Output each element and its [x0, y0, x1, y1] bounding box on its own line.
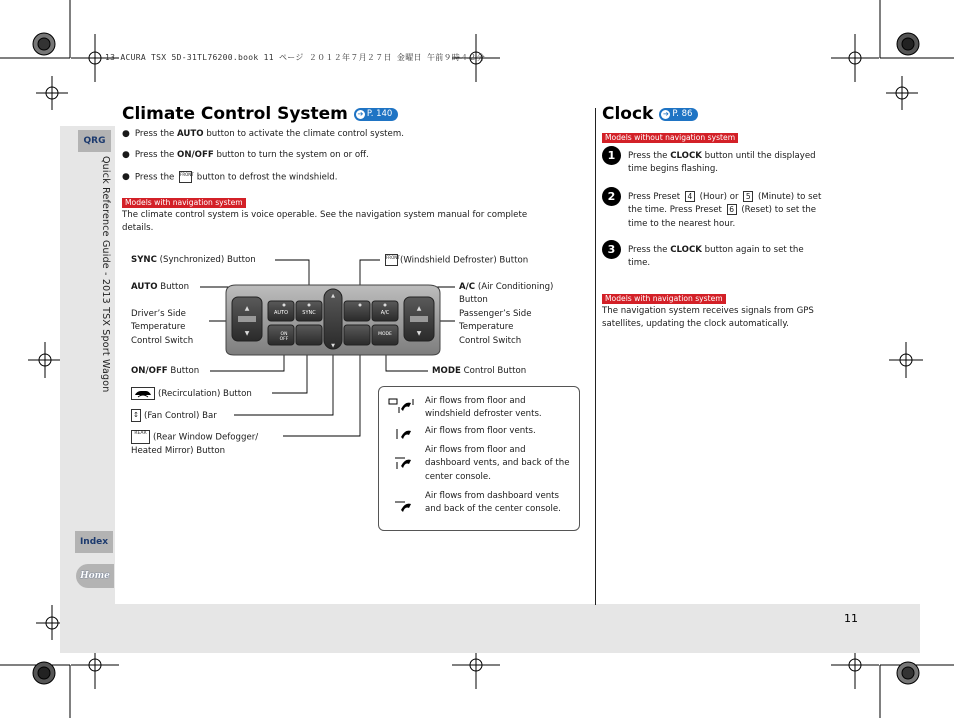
- ac-label: A/C (Air Conditioning) Button: [459, 282, 554, 306]
- qrg-tab[interactable]: QRG: [78, 130, 111, 152]
- preset-6-key: 6: [727, 204, 737, 215]
- svg-text:▼: ▼: [416, 330, 422, 337]
- rear-defogger-icon: REAR: [131, 430, 150, 444]
- nav-model-tag: Models with navigation system: [122, 198, 246, 208]
- rear-defogger-label: REAR (Rear Window Defogger/ Heated Mirror) Button: [131, 431, 259, 456]
- no-nav-model-tag: Models without navigation system: [602, 133, 738, 143]
- airflow-mode-text: Air flows from floor vents.: [425, 426, 536, 436]
- preset-5-key: 5: [743, 191, 753, 202]
- svg-text:MODE: MODE: [378, 332, 392, 337]
- dash-icon: [379, 490, 425, 517]
- floor-defrost-icon: [379, 395, 425, 422]
- svg-text:▲: ▲: [416, 305, 422, 312]
- airflow-mode-row: [379, 490, 579, 517]
- front-defroster-icon: FRONT: [385, 254, 398, 266]
- home-tab[interactable]: Home: [76, 564, 114, 588]
- clock-title-text: Clock: [602, 104, 654, 124]
- climate-ref-text: P. 140: [366, 109, 393, 119]
- airflow-mode-row: [379, 425, 579, 441]
- step-2-number: 2: [602, 187, 621, 206]
- climate-title-text: Climate Control System: [122, 104, 348, 124]
- step-3-text: Press the CLOCK button again to set the time.: [628, 245, 804, 269]
- bullet-text: Press the ON/OFF button to turn the system on or off.: [134, 150, 369, 160]
- bullet-text: Press the AUTO button to activate the climate control system.: [134, 129, 404, 139]
- clock-ref-text: P. 86: [672, 109, 693, 119]
- svg-text:▲: ▲: [244, 305, 250, 312]
- sync-label: SYNC (Synchronized) Button: [131, 255, 256, 265]
- airflow-mode-text: Air flows from dashboard vents and back of the center console.: [425, 491, 561, 515]
- climate-control-panel: [222, 283, 444, 363]
- auto-label: AUTO Button: [131, 282, 190, 292]
- clock-nav-text: The navigation system receives signals from GPS satellites, updating the clock automatically.: [602, 306, 814, 330]
- bullet-text: Press the FRONT button to defrost the windshield.: [134, 172, 338, 183]
- svg-text:SYNC: SYNC: [302, 310, 316, 316]
- svg-text:AUTO: AUTO: [273, 310, 289, 316]
- floor-dash-icon: [379, 444, 425, 484]
- mode-label: MODE Control Button: [432, 366, 527, 376]
- arrow-right-icon: ➔: [662, 109, 669, 118]
- bullet-dot-icon: ●: [122, 171, 130, 182]
- step-1-number: 1: [602, 146, 621, 165]
- book-header-line: 13 ACURA TSX 5D-31TL76200.book 11 ページ ２０１２年７月２７日 金曜日 午前９時４２分: [105, 53, 486, 62]
- svg-text:▲: ▲: [331, 293, 335, 299]
- passenger-temp-label: Passenger’s Side Temperature Control Switch: [459, 309, 532, 346]
- clock-section-title: [602, 104, 698, 124]
- fan-bar-icon: ↕: [131, 409, 141, 422]
- driver-temp-label: Driver’s Side Temperature Control Switch: [131, 309, 194, 346]
- step-3-number: 3: [602, 240, 621, 259]
- fan-label: ↕ (Fan Control) Bar: [131, 409, 217, 423]
- climate-nav-text: The climate control system is voice operable. See the navigation system manual for complete details.: [122, 210, 528, 234]
- recirc-label: (Recirculation) Button: [131, 387, 252, 401]
- bullet-dot-icon: ●: [122, 129, 130, 139]
- windshield-label: FRONT(Windshield Defroster) Button: [386, 255, 529, 266]
- step-1-text: Press the CLOCK button until the displayed time begins flashing.: [628, 151, 816, 175]
- defrost-button: [344, 301, 370, 321]
- preset-4-key: 4: [685, 191, 695, 202]
- page-number: 11: [844, 612, 858, 625]
- airflow-mode-row: [379, 444, 579, 484]
- airflow-mode-box: [378, 386, 580, 531]
- guide-title-vertical: Quick Reference Guide - 2013 TSX Sport Wagon: [100, 156, 111, 393]
- svg-text:ON: ON: [280, 332, 288, 337]
- clock-page-ref-link[interactable]: [659, 108, 698, 121]
- airflow-mode-row: [379, 395, 579, 422]
- onoff-label: ON/OFF Button: [131, 366, 200, 376]
- front-defroster-icon: FRONT: [179, 171, 192, 183]
- svg-text:A/C: A/C: [380, 310, 390, 316]
- index-tab[interactable]: Index: [75, 531, 113, 553]
- clock-nav-model-tag: Models with navigation system: [602, 294, 726, 304]
- svg-text:OFF: OFF: [279, 337, 289, 342]
- svg-text:▼: ▼: [331, 343, 335, 349]
- floor-icon: [379, 425, 425, 441]
- svg-text:▼: ▼: [244, 330, 250, 337]
- step-2-text: Press Preset 4 (Hour) or 5 (Minute) to set the time. Press Preset 6 (Reset) to set the time to the nearest hour.: [628, 192, 822, 229]
- bullet-dot-icon: ●: [122, 150, 130, 160]
- airflow-mode-text: Air flows from floor and dashboard vents, and back of the center console.: [425, 445, 570, 482]
- arrow-right-icon: ➔: [357, 109, 364, 118]
- airflow-mode-text: Air flows from floor and windshield defroster vents.: [425, 396, 542, 420]
